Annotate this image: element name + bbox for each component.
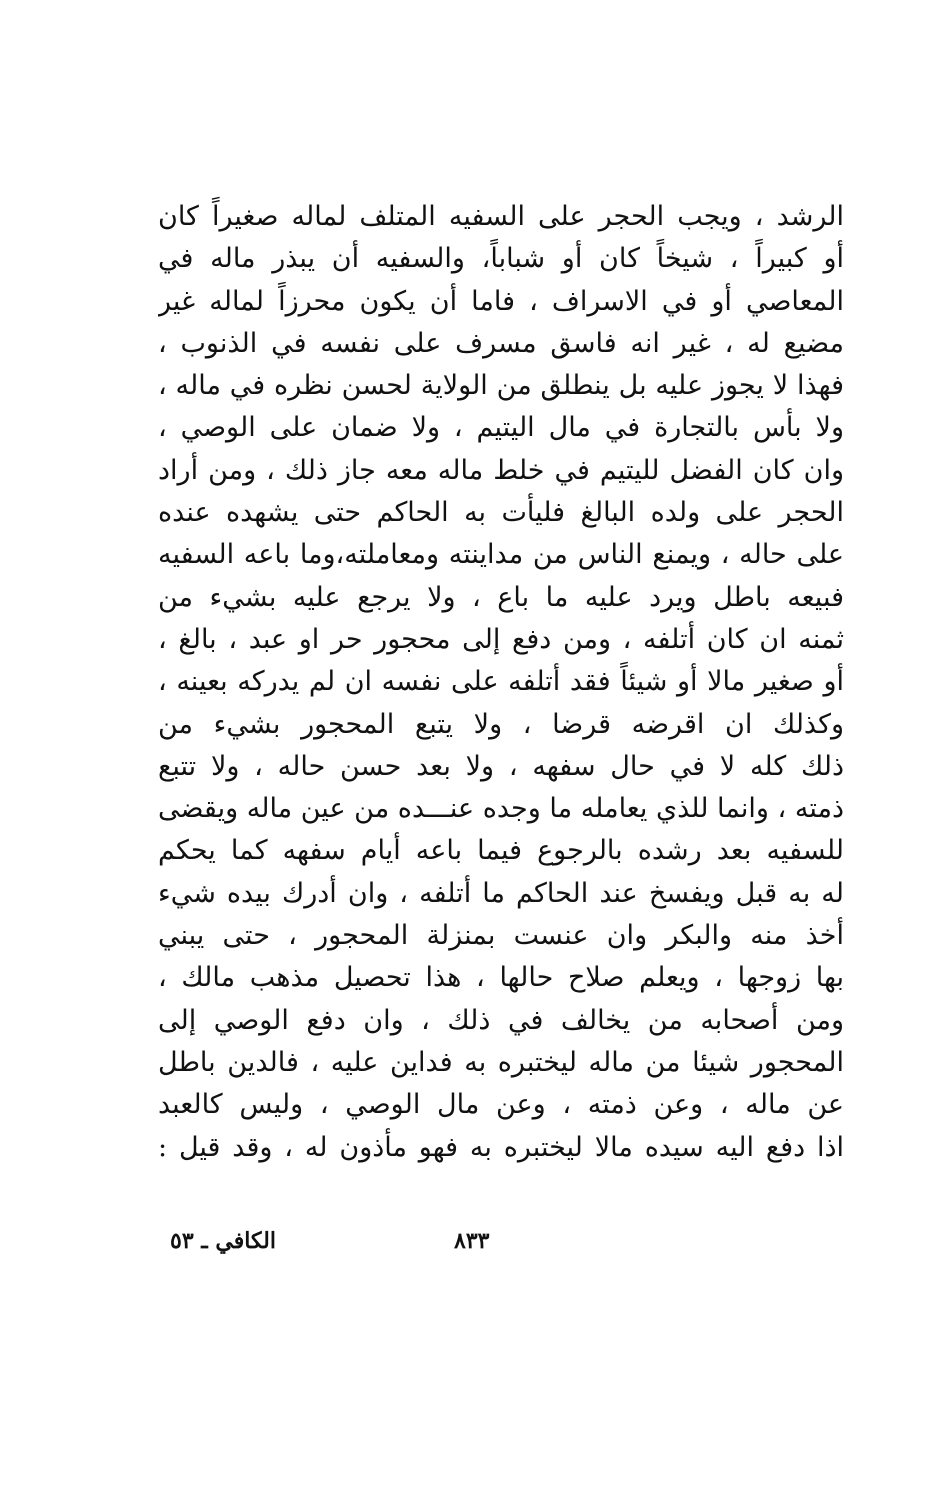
text-line: فهذا لا يجوز عليه بل ينطلق من الولاية لحسن نظره في ماله ، (158, 370, 844, 402)
page-number: ٨٣٣ (454, 1228, 490, 1254)
text-line: للسفيه بعد رشده بالرجوع فيما باعه أيام سفهه كما يحكم (158, 835, 844, 867)
text-line: المعاصي أو في الاسراف ، فاما أن يكون محرزاً لماله غير (158, 285, 844, 317)
text-line: أو صغير مالا أو شيئاً فقد أتلفه على نفسه ان لم يدركه بعينه ، (158, 666, 844, 698)
text-line: اذا دفع اليه سيده مالا ليختبره به فهو مأذون له ، وقد قيل : (158, 1131, 844, 1163)
text-line: له به قبل ويفسخ عند الحاكم ما أتلفه ، وان أدرك بيده شيء (158, 877, 844, 909)
text-line: وان كان الفضل لليتيم في خلط ماله معه جاز ذلك ، ومن أراد (158, 454, 844, 486)
text-line: ومن أصحابه من يخالف في ذلك ، وان دفع الوصي إلى (158, 1004, 844, 1036)
text-line: عن ماله ، وعن ذمته ، وعن مال الوصي ، وليس كالعبد (158, 1089, 844, 1121)
text-line: ثمنه ان كان أتلفه ، ومن دفع إلى محجور حر او عبد ، بالغ ، (158, 623, 844, 655)
book-reference: الكافي ـ ٥٣ (170, 1228, 276, 1254)
text-line: الرشد ، ويجب الحجر على السفيه المتلف لماله صغيراً كان (158, 201, 844, 232)
text-line: الحجر على ولده البالغ فليأت به الحاكم حتى يشهده عنده (158, 497, 844, 529)
text-line: بها زوجها ، ويعلم صلاح حالها ، هذا تحصيل مذهب مالك ، (158, 962, 844, 994)
page-footer (158, 1228, 844, 1268)
text-line: فبيعه باطل ويرد عليه ما باع ، ولا يرجع عليه بشيء من (158, 581, 844, 613)
text-line: وكذلك ان اقرضه قرضا ، ولا يتبع المحجور بشيء من (158, 708, 844, 740)
text-line: المحجور شيئا من ماله ليختبره به فداين عليه ، فالدين باطل (158, 1046, 844, 1078)
text-line: مضيع له ، غير انه فاسق مسرف على نفسه في الذنوب ، (158, 327, 844, 359)
text-line: ولا بأس بالتجارة في مال اليتيم ، ولا ضمان على الوصي ، (158, 412, 844, 444)
text-line: ذمته ، وانما للذي يعامله ما وجده عنـــده من عين ماله ويقضى (158, 793, 844, 825)
text-line: على حاله ، ويمنع الناس من مداينته ومعاملته،وما باعه السفيه (158, 539, 844, 571)
text-line: أخذ منه والبكر وان عنست بمنزلة المحجور ، حتى يبني (158, 920, 844, 952)
text-line: أو كبيراً ، شيخاً كان أو شباباً، والسفيه أن يبذر ماله في (158, 243, 844, 275)
body-text (158, 196, 844, 1169)
text-line: ذلك كله لا في حال سفهه ، ولا بعد حسن حاله ، ولا تتبع (158, 750, 844, 782)
